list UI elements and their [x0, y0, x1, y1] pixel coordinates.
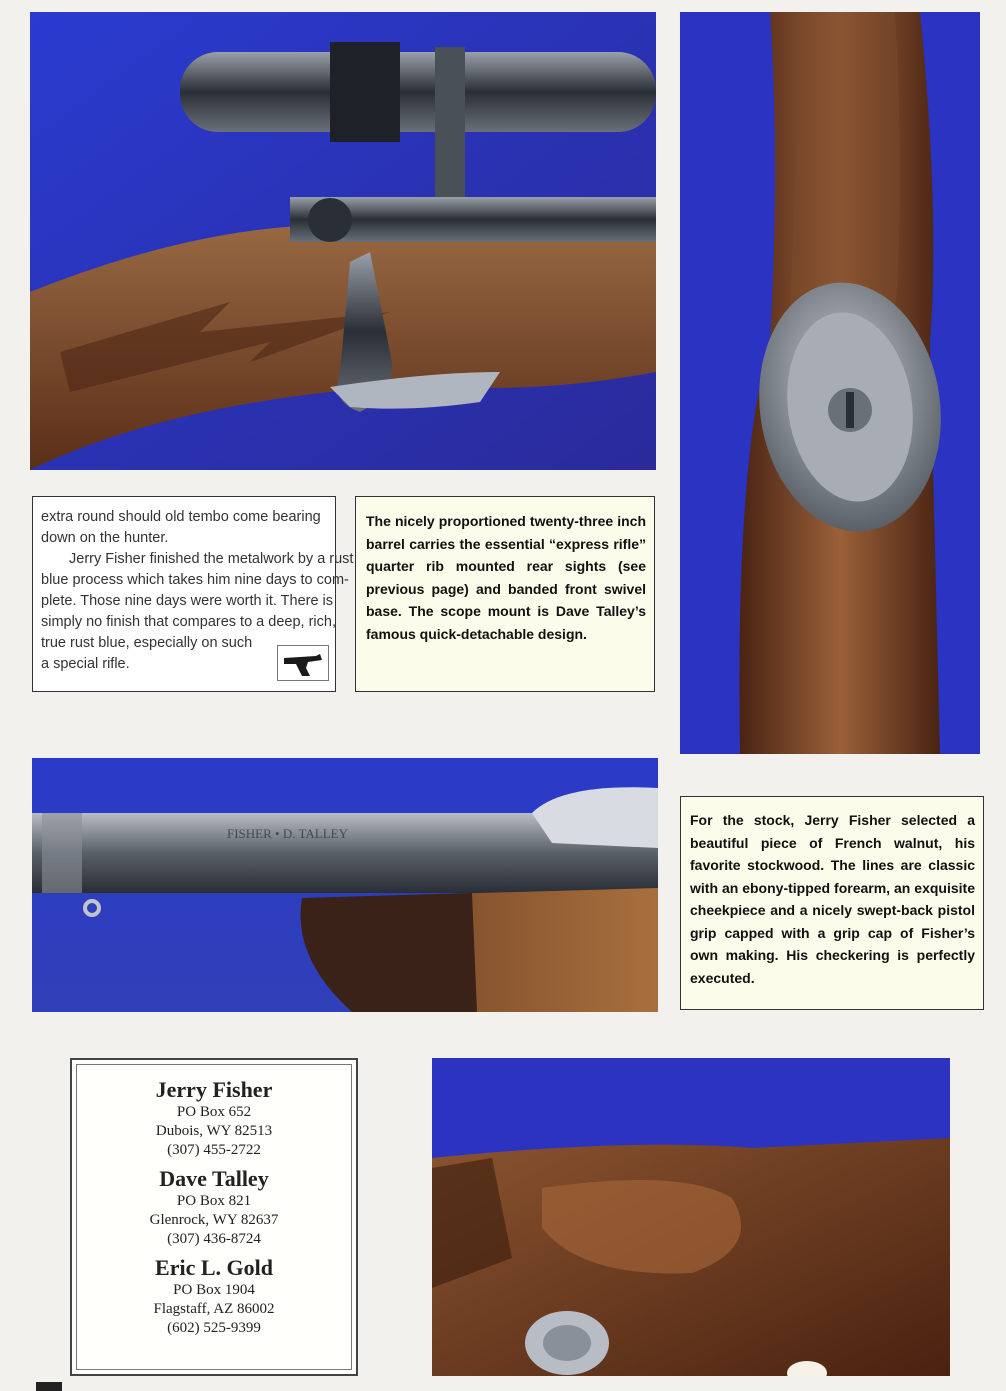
photo-barrel-forend	[32, 758, 658, 1012]
body-line: down on the hunter.	[41, 530, 169, 546]
body-line: simply no finish that compares to a deep, rich,	[41, 614, 336, 630]
body-line: blue process which takes him nine days to com-	[41, 572, 349, 588]
photo-grip-cap	[680, 12, 980, 754]
contact-jerry-fisher	[77, 1077, 351, 1160]
body-text-box	[32, 496, 354, 692]
barrel-engraving: FISHER • D. TALLEY	[227, 826, 348, 841]
contact-dave-talley	[77, 1166, 351, 1249]
pistol-icon	[277, 645, 329, 681]
body-line: true rust blue, especially on such	[41, 635, 253, 651]
contact-eric-gold	[77, 1255, 351, 1338]
photo-cheekpiece	[432, 1058, 950, 1376]
contact-line: Glenrock, WY 82637	[149, 1212, 279, 1228]
photo-rifle-action-scope	[30, 12, 656, 470]
contact-line: (602) 525-9399	[167, 1320, 261, 1336]
contact-line: Flagstaff, AZ 86002	[153, 1301, 275, 1317]
contacts-box	[70, 1058, 358, 1376]
contact-line: (307) 436-8724	[167, 1231, 261, 1247]
caption-barrel-text: The nicely proportioned twenty-three inch barrel carries the essential “express rifle” quarter rib mounted rear sights (see previous page) and banded front swivel base. The scope mount is Dave Talley’s famous quick-detachable design.	[366, 513, 646, 642]
body-line: a special rifle.	[41, 656, 130, 672]
contact-name: Jerry Fisher	[155, 1077, 273, 1102]
page-number-mark	[36, 1382, 62, 1391]
contact-name: Eric L. Gold	[155, 1255, 273, 1280]
contact-line: PO Box 821	[176, 1193, 252, 1209]
contact-line: Dubois, WY 82513	[155, 1123, 273, 1139]
caption-stock	[680, 796, 984, 1010]
body-line: extra round should old tembo come bearing	[41, 509, 321, 525]
caption-barrel	[355, 496, 655, 692]
contact-line: PO Box 1904	[173, 1282, 255, 1298]
body-line: Jerry Fisher finished the metalwork by a rust	[69, 551, 354, 567]
body-line: plete. Those nine days were worth it. There is	[41, 593, 334, 609]
contact-line: PO Box 652	[176, 1104, 252, 1120]
caption-stock-text: For the stock, Jerry Fisher selected a beautiful piece of French walnut, his favorite stockwood. The lines are classic with an ebony-tipped forearm, an exquisite cheekpiece and a nicely swept-back pistol grip capped with a grip cap of Fisher’s own making. His checkering is perfectly executed.	[690, 812, 975, 986]
contact-name: Dave Talley	[159, 1166, 269, 1191]
contact-line: (307) 455-2722	[167, 1142, 261, 1158]
